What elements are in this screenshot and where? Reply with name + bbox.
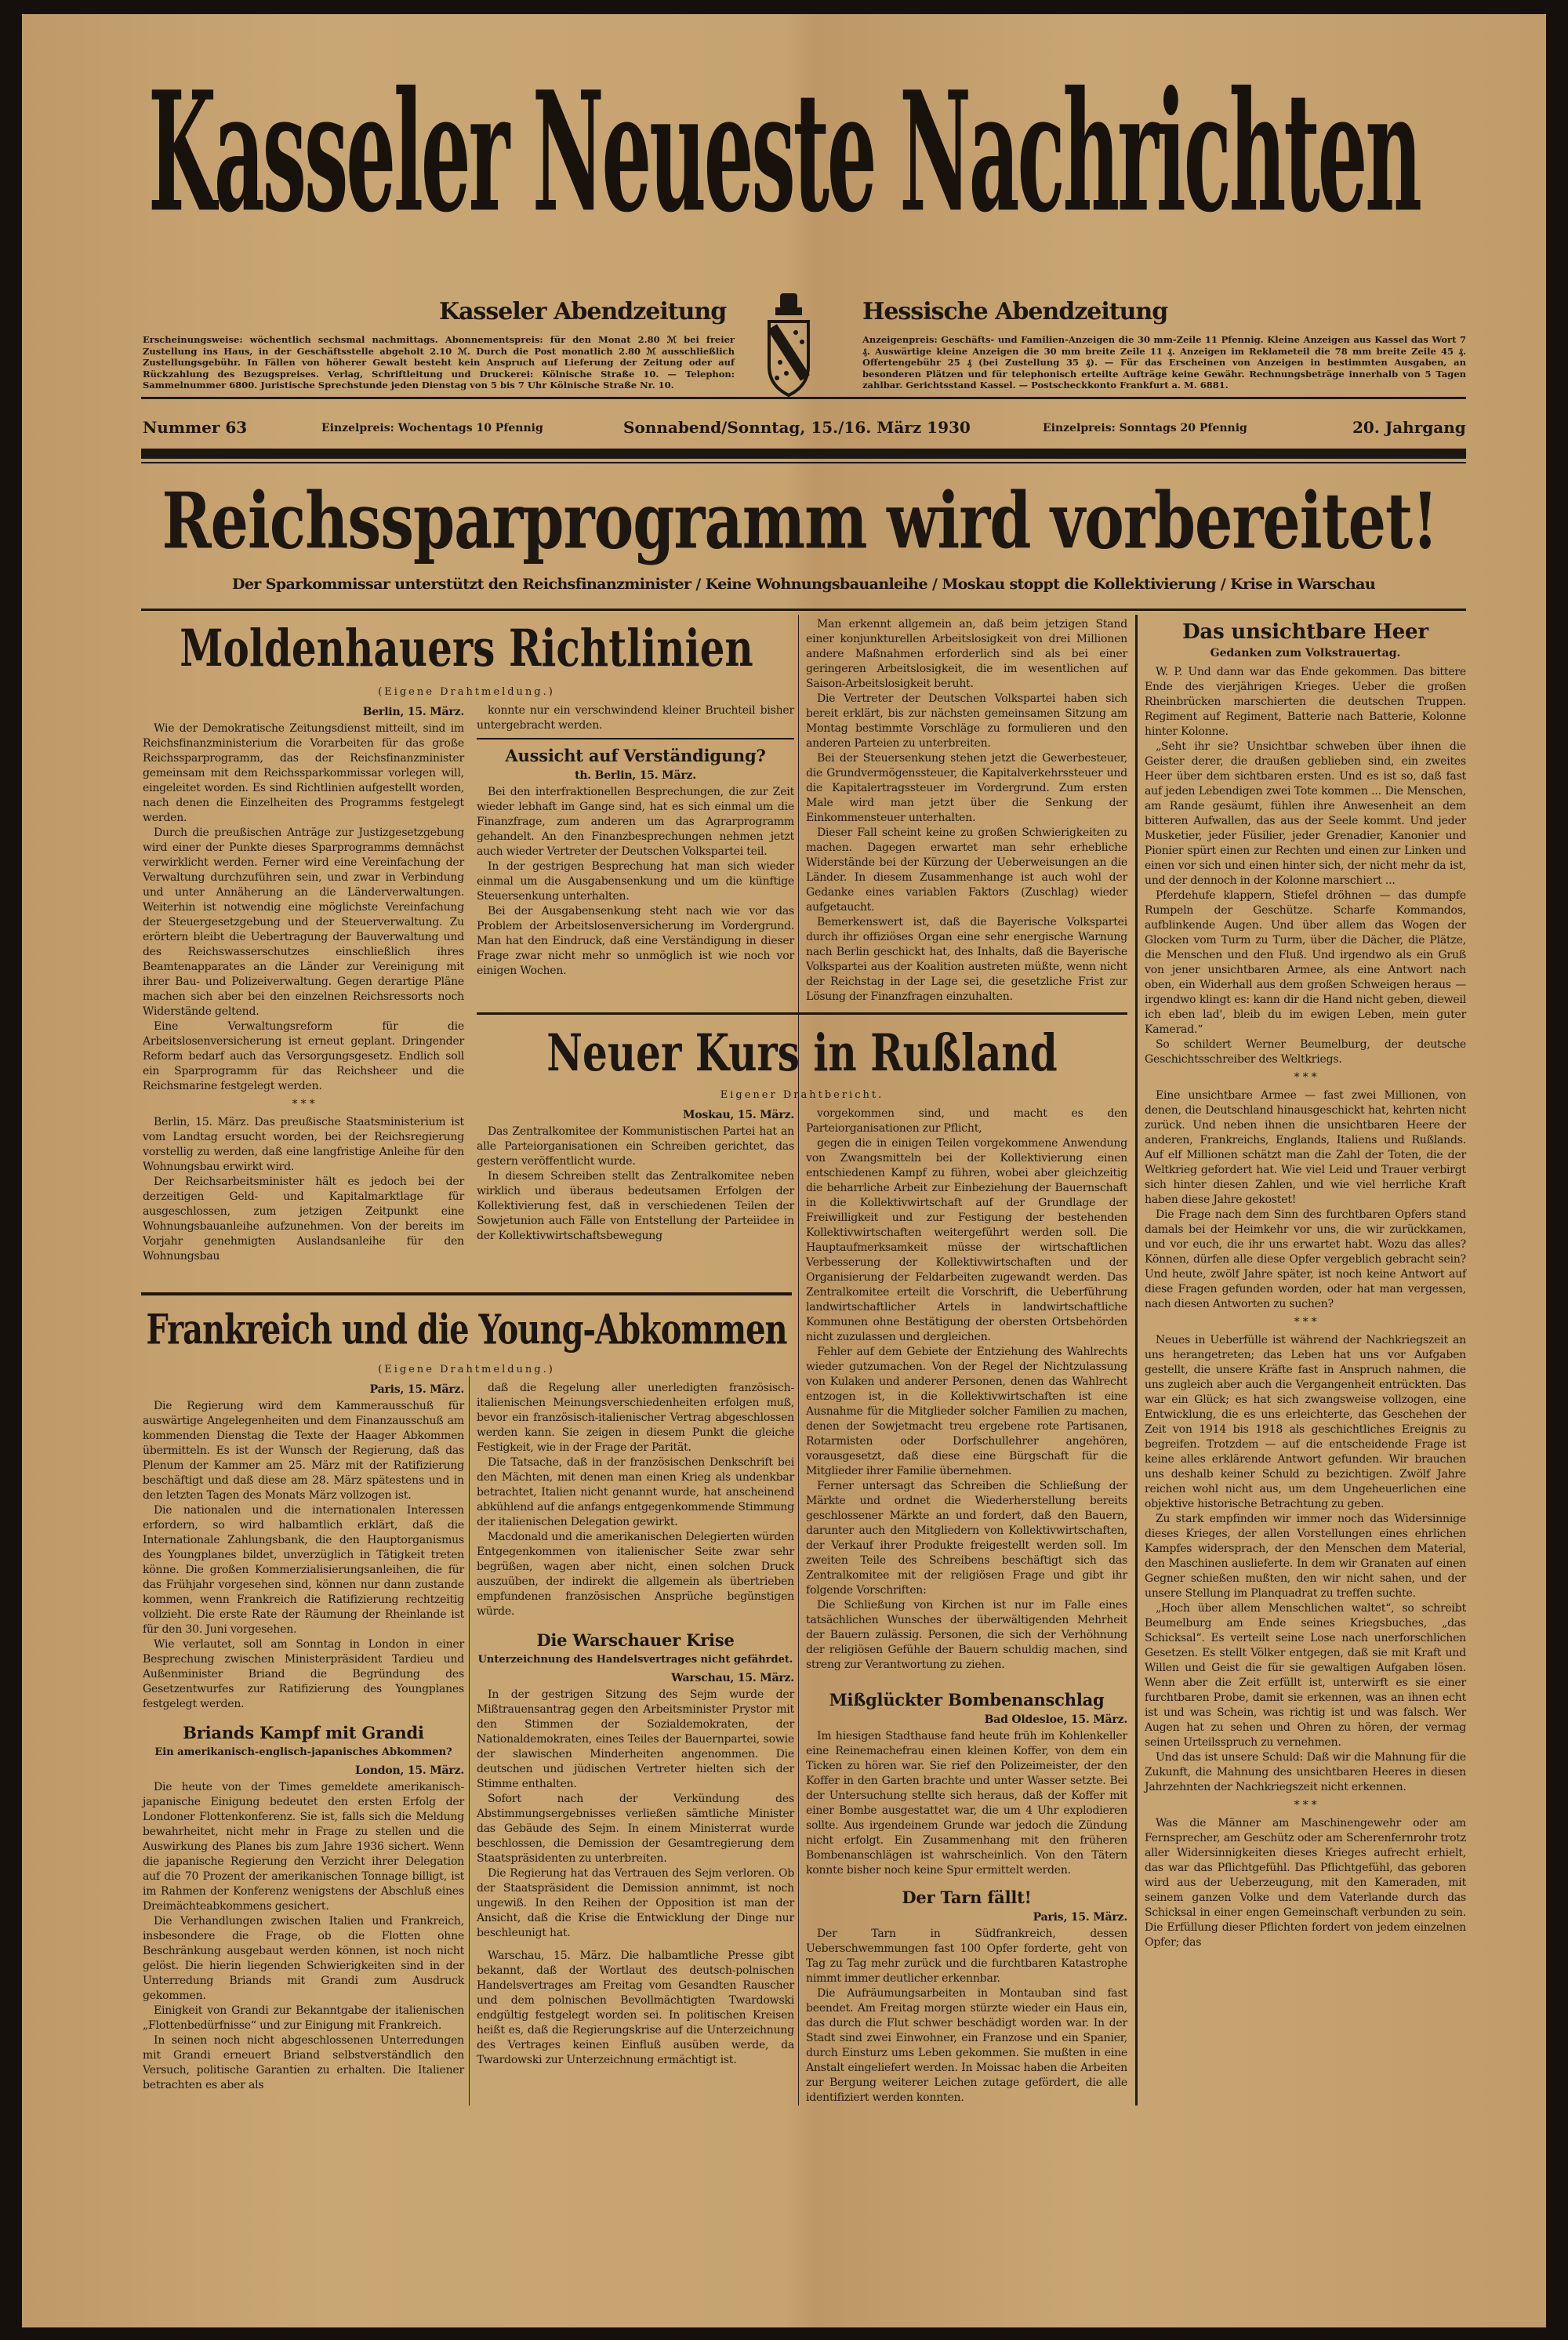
subscription-info: Erscheinungsweise: wöchentlich sechsmal nachmittags. Abonnementspreis: für den Monat 2.80 ℳ bei freier Zustellung ins Haus, in der Geschäftsstelle abgeholt 2.10 ℳ. Durch die Post monatlich 2.80 ℳ ausschließlich Zustellungsgebühr. In Fällen von höherer Gewalt besteht kein Anspruch auf Lieferung der Zeitung oder auf Rückzahlung des Bezugspreises. Verlag, Schriftleitung und Druckerei: Kölnische Straße 10. — Telephon: Sammelnummer 6800. Juristische Sprechstunde jeden Dienstag von 5 bis 7 Uhr Kölnische Straße Nr. 10.	[143, 334, 735, 391]
article-body	[143, 721, 464, 1094]
dateline: Paris, 15. März.	[369, 1383, 464, 1396]
paragraph: Zu stark empfinden wir immer noch das Widersinnige dieses Krieges, der allen Vorstellungen eines ehrlichen Kampfes widersprach, der den Menschen dem Material, den Maschinen auslieferte. In dem wir Granaten auf einen Gegner schießen mußten, den wir nicht sahen, und der unsere Stellung im Planquadrat zu treffen suchte.	[1145, 1513, 1466, 1600]
article-body	[1145, 1088, 1466, 1312]
column-moldenhauer-1	[143, 703, 464, 1264]
paragraph: Macdonald und die amerikanischen Delegierten würden Entgegenkommen von italienischer Seite zwar sehr begrüßen, wagen aber nicht, einen solchen Druck auszuüben, der indirekt die allgemein als übertrieben empfundenen französischen Ansprüche begünstigen würde.	[477, 1531, 794, 1618]
paragraph: Die Schließung von Kirchen ist nur im Falle eines tatsächlichen Wunsches der überwältigenden Mehrheit der Bauern zulässig. Personen, die sich der Verhöhnung der religiösen Gefühle der Bauern schuldig machen, sind streng zur Verantwortung zu ziehen.	[806, 1599, 1127, 1671]
article-body	[477, 1381, 794, 1619]
article-headline-verstaendigung: Aussicht auf Verständigung?	[505, 746, 766, 765]
paragraph: Ferner untersagt das Schreiben die Schließung der Märkte und ordnet die Wiederherstellung bereits geschlossener Märkte an und fordert, daß den Bauern, darunter auch den Mitgliedern von Kollektivwirtschaften, der Verkauf ihrer Produkte freigestellt werden soll. Im zweiten Teile des Schreibens beschäftigt sich das Zentralkomitee mit der religiösen Frage und gibt ihr folgende Vorschriften:	[806, 1480, 1127, 1597]
article-body	[806, 1106, 1127, 1673]
dateline: London, 15. März.	[354, 1764, 464, 1777]
paragraph: daß die Regelung aller unerledigten französisch-italienischen Meinungsverschiedenheiten erfolgen muß, bevor ein französisch-italienischer Vertrag abgeschlossen werden kann. Sie zeigen in diesem Punkt die gleiche Festigkeit, wie in der Frage der Parität.	[477, 1382, 794, 1454]
article-headline-warschau: Die Warschauer Krise	[536, 1630, 735, 1650]
article-headline-tarn: Der Tarn fällt!	[902, 1888, 1032, 1907]
rule	[141, 1292, 792, 1295]
masthead-left-subtitle: Kasseler Abendzeitung	[439, 298, 727, 325]
issue-number: Nummer 63	[143, 418, 248, 437]
article-body	[477, 1688, 794, 1941]
article-body	[143, 1115, 464, 1264]
paragraph: Die nationalen und die internationalen Interessen erfordern, so wird halbamtlich erklärt, daß die Internationale Zahlungsbank, die den Hauptorganismus des Youngplanes bildet, unverzüglich in Tätigkeit treten könne. Die großen Kommerzialisierungsanleihen, die für das Frühjahr vorgesehen sind, können nur dann zustande kommen, wenn Frankreich die Ratifizierung rechtzeitig vollzieht. Die erste Rate der Räumung der Rheinlande ist für den 30. Juni vorgesehen.	[143, 1504, 464, 1636]
dateline: Paris, 15. März.	[1033, 1911, 1127, 1924]
article-kicker: Gedanken zum Volkstrauertag.	[1210, 647, 1401, 659]
article-body	[806, 1927, 1127, 2106]
masthead-title-text: Kasseler Neueste Nachrichten	[148, 55, 1420, 249]
separator: * * *	[1294, 1799, 1317, 1811]
article-headline-frankreich	[141, 1305, 792, 1358]
rule	[477, 1012, 1127, 1015]
paragraph: Und das ist unsere Schuld: Daß wir die Mahnung für die Zukunft, die Mahnung des unsichtbaren Heeres in diesen Jahrzehnten der Nachkriegszeit nicht erkennen.	[1145, 1751, 1466, 1793]
column-frankreich-2	[477, 1381, 794, 2068]
article-kicker: Unterzeichnung des Handelsvertrages nicht gefährdet.	[477, 1654, 793, 1666]
rule	[141, 609, 1466, 611]
paragraph: Die Regierung wird dem Kammerausschuß für auswärtige Angelegenheiten und dem Finanzausschuß am kommenden Dienstag die Texte der Haager Abkommen übermitteln. Es ist der Wunsch der Regierung, daß das Plenum der Kammer am 25. März mit der Ratifizierung beschäftigt und daß diese am 28. März spätestens und in den letzten Tagen des Monats März vollzogen ist.	[143, 1400, 464, 1502]
paragraph: So schildert Werner Beumelburg, der deutsche Geschichtsschreiber des Weltkriegs.	[1145, 1038, 1466, 1066]
paragraph: In der gestrigen Besprechung hat man sich wieder einmal um die Ausgabensenkung und um die künftige Steuersenkung unterhalten.	[477, 860, 794, 903]
paragraph: Warschau, 15. März. Die halbamtliche Presse gibt bekannt, daß der Wortlaut des deutsch-polnischen Handelsvertrages am Freitag vom Gesandten Rauscher und dem polnischen Bevollmächtigten Twardowski endgültig festgelegt worden sei. In politischen Kreisen heißt es, daß die Regierungskrise auf die Unterzeichnung des Vertrages keinen Einfluß ausüben werde, da Twardowski zur Unterzeichnung ermächtigt ist.	[477, 1949, 794, 2066]
paragraph: Der Reichsarbeitsminister hält es jedoch bei der derzeitigen Geld- und Kapitalmarktlage für ausgeschlossen, zum jetzigen Zeitpunkt eine Wohnungsbauanleihe aufzunehmen. Von der bereits im Vorjahr genehmigten Auslandsanleihe für den Wohnungsbau	[143, 1175, 464, 1263]
issue-date: Sonnabend/Sonntag, 15./16. März 1930	[623, 418, 971, 437]
column-rule	[798, 615, 799, 2106]
price-sunday: Einzelpreis: Sonntags 20 Pfennig	[1043, 422, 1247, 434]
paragraph: In diesem Schreiben stellt das Zentralkomitee neben wirklich und überaus bedeutsamen Erfolgen der Kollektivierung fest, daß in verschiedenen Teilen der Sowjetunion auch Fälle von Entstellung der Parteiidee in der Kollektivwirtschaftsbewegung	[477, 1170, 794, 1242]
separator: * * *	[1294, 1316, 1317, 1328]
article-body	[1145, 1333, 1466, 1795]
paragraph: Berlin, 15. März. Das preußische Staatsministerium ist vom Landtag ersucht worden, bei der Reichsregierung vorstellig zu werden, daß eine langfristige Anleihe für den Wohnungsbau erwirkt wird.	[143, 1116, 464, 1173]
paragraph: Die Tatsache, daß in der französischen Denkschrift bei den Mächten, mit denen man einen Krieg als undenkbar betrachtet, Italien nicht genannt wurde, hat anscheinend abkühlend auf die anfangs entgegenkommende Stimmung der italienischen Delegation gewirkt.	[477, 1456, 794, 1528]
paragraph: Sofort nach der Verkündung des Abstimmungsergebnisses verließen sämtliche Minister das Gebäude des Sejm. In einem Ministerrat wurde beschlossen, die Demission der Gesamtregierung dem Staatspräsidenten zu unterbreiten.	[477, 1793, 794, 1865]
paragraph: Die Verhandlungen zwischen Italien und Frankreich, insbesondere die Frage, ob die Flotten ohne Beschränkung ausgebaut werden können, ist noch nicht gelöst. Die hierin liegenden Schwierigkeiten sind in der Unterredung Briands mit Grandi zum Ausdruck gekommen.	[143, 1915, 464, 2002]
article-body	[806, 1729, 1127, 1878]
article-kicker: (Eigene Drahtmeldung.)	[378, 1364, 555, 1375]
article-headline-text: Frankreich und die Young-Abkommen	[146, 1306, 787, 1354]
paragraph: Pferdehufe klappern, Stiefel dröhnen — das dumpfe Rumpeln der Geschütze. Scharfe Kommandos, aufblinkende Augen. Und über allem das Wogen der Glocken vom Turm zu Turm, über die Dächer, die Plätze, die Menschen und den Fluß. Und irgendwo als ein Gruß von jener unsichtbaren Armee, als eine Antwort nach oben, ein Widerhall aus dem großen Schweigen heraus — irgendwo klingt es: kann dir die Hand nicht geben, dieweil ich eben lad', bleib du im ewigen Leben, mein guter Kamerad.“	[1145, 889, 1466, 1036]
article-body	[1145, 1816, 1466, 1950]
masthead-right-subtitle: Hessische Abendzeitung	[862, 298, 1168, 325]
paragraph: Was die Männer am Maschinengewehr oder am Fernsprecher, am Geschütz oder am Scherenfernrohr trotz aller Widersinnigkeiten dieses Krieges aufrecht erhielt, das war das Pflichtgefühl. Das Pflichtgefühl, das geboren wird aus der Ueberzeugung, mit den Kameraden, mit seinem ganzen Volke und dem Vaterlande durch das Schicksal in einer engen Gemeinschaft verbunden zu sein. Die Erfüllung dieser Pflichten fordert von jedem einzelnen Opfer; das	[1145, 1817, 1466, 1949]
rule	[477, 738, 794, 739]
main-headline	[133, 475, 1466, 566]
paragraph: Eine unsichtbare Armee — fast zwei Millionen, von denen, die Deutschland hinausgeschickt hat, kehrten nicht zurück. Und neben ihnen die unsichtbaren Heere der anderen, Frankreichs, Englands, Italiens und Rußlands. Auf elf Millionen schätzt man die Zahl der Toten, die der Weltkrieg gefordert hat. Wie viel Leid und Trauer verbirgt sich hinter diesen Zahlen, und wie viel herrliche Kraft haben diese Jahre gekostet!	[1145, 1089, 1466, 1206]
article-headline-bombe: Mißglückter Bombenanschlag	[829, 1690, 1105, 1710]
column-russland-2	[477, 1106, 794, 1244]
headline-subline: Der Sparkommissar unterstützt den Reichsfinanzminister / Keine Wohnungsbauanleihe / Moskau stoppt die Kollektivierung / Krise in Warschau	[231, 576, 1376, 593]
paragraph: Der Tarn in Südfrankreich, dessen Ueberschwemmungen fast 100 Opfer forderte, geht von Tag zu Tag mehr zurück und die furchtbaren Katastrophe nimmt immer deutlicher erkennbar.	[806, 1928, 1127, 1985]
article-body	[143, 1399, 464, 1712]
column-frankreich-1	[143, 1381, 464, 2093]
paragraph: Die Aufräumungsarbeiten in Montauban sind fast beendet. Am Freitag morgen stürzte wieder ein Haus ein, das durch die Flut schwer beschädigt worden war. In der Stadt sind zwei Einwohner, ein Franzose und ein Spanier, durch Einsturz ums Leben gekommen. Sie mußten in eine Anstalt eingeliefert werden. In Moissac haben die Arbeiten zur Bergung weiterer Leichen zutage gefördert, die alle identifiziert werden konnten.	[806, 1987, 1127, 2104]
article-headline-moldenhauer	[141, 618, 792, 679]
paragraph: In der gestrigen Sitzung des Sejm wurde der Mißtrauensantrag gegen den Arbeitsminister Prystor mit den Stimmen der Sozialdemokraten, der Nationaldemokraten, eines Teiles der Bauernpartei, sowie der slawischen Minderheiten angenommen. Die deutschen und jüdischen Vertreter hielten sich der Stimme enthalten.	[477, 1688, 794, 1790]
article-headline-text: Neuer Kurs in Rußland	[546, 1023, 1058, 1083]
paragraph: In seinen noch nicht abgeschlossenen Unterredungen mit Grandi erneuert Briand selbstverständlich den Versuch, politische Garantien zu erhalten. Die Italiener betrachten es aber als	[143, 2034, 464, 2091]
separator: * * *	[292, 1098, 315, 1110]
paragraph: Die Frage nach dem Sinn des furchtbaren Opfers stand damals bei der Heimkehr vor uns, die wir zurückkamen, und vor euch, die ihr uns erwartet habt. Wozu das alles? Können, dürfen alle diese Opfer vergeblich gebracht sein? Und heute, zwölf Jahre später, ist noch keine Antwort auf diese Fragen gefunden worden, oder hat man vergessen, nach diesen Antworten zu suchen?	[1145, 1208, 1466, 1310]
paragraph: Durch die preußischen Anträge zur Justizgesetzgebung wird einer der Punkte dieses Sparprogramms demnächst verwirklicht werden. Ferner wird eine Vereinfachung der Verwaltung durchzuführen sein, und zwar in Verbindung und unter Annäherung an die Länderverwaltungen. Weiterhin ist notwendig eine möglichste Vereinfachung der Steuergesetzgebung und der Steuerverwaltung. Zu erörtern bleibt die Uebertragung der Bauverwaltung und des Reichswasserschutzes einschließlich ihres Beamtenapparates an die Länder zur Vereinigung mit ihrer Bau- und Polizeiverwaltung. Gegen derartige Pläne machen sich aber bei den einzelnen Reichsressorts noch Widerstände geltend.	[143, 827, 464, 1018]
column-heer-4	[1145, 620, 1466, 1950]
article-headline-heer: Das unsichtbare Heer	[1182, 620, 1428, 644]
article-headline-russland	[477, 1023, 1127, 1084]
paragraph: Wie der Demokratische Zeitungsdienst mitteilt, sind im Reichsfinanzministerium die Vorarbeiten für das große Reichssparprogramm, das der Reichsfinanzminister gemeinsam mit dem Reichssparkommissar vorlegen will, eingeleitet worden. Es sind Richtlinien aufgestellt worden, nach denen die Einzelheiten des Programms festgelegt werden.	[143, 722, 464, 824]
main-headline-text: Reichssparprogramm wird vorbereitet!	[162, 475, 1438, 566]
article-body	[143, 1780, 464, 2093]
dateline: Warschau, 15. März.	[671, 1672, 794, 1684]
paragraph: „Seht ihr sie? Unsichtbar schweben über ihnen die Geister derer, die draußen geblieben sind, ein zweites Heer über dem sichtbaren ersten. Und es ist so, daß fast auf jeden Lebendigen zwei Tote kommen ... Die Menschen, am Rande gesäumt, fühlen ihre Anwesenheit an dem bitteren Aufwallen, das aus der Seele kommt. Und jeder Musketier, jeder Füsilier, jeder Grenadier, Kanonier und Pionier spürt einen zur Rechten und einen zur Linken und einen vor sich und einen hinter sich, der nicht mehr da ist, und der dennoch in der Kolonne marschiert ...	[1145, 740, 1466, 887]
paragraph: Man erkennt allgemein an, daß beim jetzigen Stand einer konjunkturellen Arbeitslosigkeit von drei Millionen andere Maßnahmen erforderlich sind als bei einer geringeren Arbeitslosigkeit, die im wesentlichen auf Saison-Arbeitslosigkeit beruht.	[806, 618, 1127, 690]
paragraph: Bei der Ausgabensenkung steht nach wie vor das Problem der Arbeitslosenversicherung im Vordergrund. Man hat den Eindruck, daß eine Verständigung in dieser Frage zwar nicht mehr so unmöglich ist wie noch vor einigen Wochen.	[477, 905, 794, 977]
paragraph: Wie verlautet, soll am Sonntag in London in einer Besprechung zwischen Ministerpräsident Tardieu und Außenminister Briand die Begründung des Gesetzentwurfes zur Ratifizierung des Youngplanes festgelegt werden.	[143, 1638, 464, 1710]
article-headline-briand: Briands Kampf mit Grandi	[183, 1723, 424, 1742]
paragraph: Dieser Fall scheint keine zu großen Schwierigkeiten zu machen. Dagegen erwartet man sehr erhebliche Widerstände bei der Kürzung der Ueberweisungen an die Länder. In diesem Zusammenhange ist auch wohl der Gedanke eines variablen Faktors (Zuschlag) wieder aufgetaucht.	[806, 827, 1127, 914]
paragraph: Neues in Ueberfülle ist während der Nachkriegszeit an uns herangetreten; das Leben hat uns vor Aufgaben gestellt, die unsere Kräfte fast in Anspruch nahmen, die uns zugleich aber auch die Vergangenheit entrückten. Das war ein Glück; es hat sich zwangsweise vollzogen, eine Entwicklung, die es uns erleichterte, das Geschehen der Zeit von 1914 bis 1918 als geschichtliches Ereignis zu begreifen. Trotzdem — auf die entscheidende Frage ist keine alles erklärende Antwort gefunden. Wir brauchen uns deshalb keiner Schuld zu bezichtigen. Zwölf Jahre reichen wohl nicht aus, um dem Ungeheuerlichen eine objektive historische Betrachtung zu geben.	[1145, 1334, 1466, 1510]
paragraph: Die Regierung hat das Vertrauen des Sejm verloren. Ob der Staatspräsident die Demission annimmt, ist noch ungewiß. In den Reihen der Opposition ist man der Ansicht, daß die Krise die Entwicklung der Dinge nur beschleunigt hat.	[477, 1867, 794, 1939]
article-kicker: Ein amerikanisch-englisch-japanisches Abkommen?	[154, 1746, 452, 1758]
article-headline-text: Moldenhauers Richtlinien	[180, 618, 753, 678]
column-moldenhauer-2	[477, 703, 794, 979]
article-body	[1145, 665, 1466, 1067]
column-rule	[1135, 615, 1138, 2106]
article-body	[806, 617, 1127, 1005]
masthead-title	[78, 55, 1490, 249]
article-kicker: Eigener Drahtbericht.	[720, 1089, 884, 1101]
column-russland-3	[806, 1106, 1127, 1673]
paragraph: Fehler auf dem Gebiete der Entziehung des Wahlrechts wieder gutzumachen. Von der Regel der Nichtzulassung von Kulaken und anderer Personen, denen das Wahlrecht entzogen ist, in die Kollektivwirtschaften ist eine Ausnahme für die Mitglieder solcher Familien zu machen, denen der Sowjetmacht treu ergebene rote Partisanen, Rotarmisten oder Dorfschullehrer angehören, vorausgesetzt, daß diese eine Bürgschaft für die Mitglieder ihrer Familie übernehmen.	[806, 1346, 1127, 1477]
volume: 20. Jahrgang	[1352, 418, 1466, 437]
paragraph: konnte nur ein verschwindend kleiner Bruchteil bisher untergebracht werden.	[477, 704, 794, 732]
dateline: th. Berlin, 15. März.	[575, 769, 696, 782]
coat-of-arms-icon	[764, 292, 813, 398]
paragraph: „Hoch über allem Menschlichen waltet“, so schreibt Beumelburg am Ende seines Kriegsbuches, „das Schicksal“. Es verteilt seine Lose nach unerforschlichen Gesetzen. Es stellt Völker entgegen, daß sie mit Kraft und Willen und Geist die für sie gewaltigen Aufgaben lösen. Wenn aber die Zeit erfüllt ist, unterwirft es sie einer furchtbaren Probe, damit sie erkennen, was an ihnen echt ist und was Schein, was richtig ist und was falsch. Wer Augen hat zu sehen und Ohren zu hören, der vermag seinen Urteilsspruch zu vernehmen.	[1145, 1602, 1466, 1749]
article-body	[477, 785, 794, 979]
article-body	[477, 703, 794, 733]
paragraph: Eine Verwaltungsreform für die Arbeitslosenversicherung ist erneut geplant. Dringender Reform bedarf auch das Versorgungsgesetz. Endlich soll ein Sparprogramm für das Reichsheer und die Reichsmarine festgelegt werden.	[143, 1020, 464, 1092]
paragraph: Bemerkenswert ist, daß die Bayerische Volkspartei durch ihr offiziöses Organ eine sehr energische Warnung nach Berlin geschickt hat, des Inhalts, daß die Bayerische Volkspartei aus der Koalition austreten müßte, wenn nicht der Reichstag in der Lage sei, die gesetzliche Frist zur Lösung der Finanzfragen einzuhalten.	[806, 916, 1127, 1003]
paragraph: vorgekommen sind, und macht es den Parteiorganisationen zur Pflicht,	[806, 1107, 1127, 1135]
price-weekday: Einzelpreis: Wochentags 10 Pfennig	[321, 422, 543, 434]
paragraph: W. P. Und dann war das Ende gekommen. Das bittere Ende des vierjährigen Krieges. Ueber die großen Rheinbrücken marschierten die deutschen Truppen. Regiment auf Regiment, Batterie nach Batterie, Kolonne hinter Kolonne.	[1145, 666, 1466, 738]
paragraph: Das Zentralkomitee der Kommunistischen Partei hat an alle Parteiorganisationen ein Schreiben gerichtet, das gestern veröffentlicht wurde.	[477, 1125, 794, 1168]
paragraph: gegen die in einigen Teilen vorgekommene Anwendung von Zwangsmitteln bei der Kollektivierung einen entschiedenen Kampf zu führen, wobei aber gleichzeitig die beharrliche Arbeit zur Einbeziehung der Bauernschaft in die Kollektivwirtschaft auf der Grundlage der Freiwilligkeit und zur Festigung der bestehenden Kollektivwirtschaften weitergeführt werden soll. Die Hauptaufmerksamkeit müsse der wirtschaftlichen Verbesserung der Kollektivwirtschaften und der Organisierung der Feldarbeiten zugewandt werden. Das Zentralkomitee erteilt die Vorschrift, die Ueberführung landwirtschaftlicher Artels in landwirtschaftliche Kommunen ohne Bestätigung der obersten Ortsbehörden nicht zuzulassen und dergleichen.	[806, 1137, 1127, 1343]
column-bombe-3	[806, 1684, 1127, 2106]
rule	[141, 462, 1466, 463]
paragraph: Die heute von der Times gemeldete amerikanisch-japanische Einigung bedeutet den ersten Erfolg der Londoner Flottenkonferenz. Sie ist, falls sich die Meldung bewahrheitet, nicht mehr in Frage zu stellen und die Auswirkung des Planes bis zum Jahre 1936 sichert. Wenn die japanische Regierung den Verzicht ihrer Delegation auf die 70 Prozent der amerikanischen Tonnage billigt, ist im Rahmen der Konferenz wenigstens der Abschluß eines Dreimächteabkommens gesichert.	[143, 1781, 464, 1913]
article-kicker: (Eigene Drahtmeldung.)	[378, 686, 555, 698]
article-body	[477, 1949, 794, 2068]
rule	[141, 449, 1466, 459]
dateline: Bad Oldesloe, 15. März.	[984, 1713, 1127, 1726]
separator: * * *	[1294, 1071, 1317, 1084]
paragraph: Bei den interfraktionellen Besprechungen, die zur Zeit wieder lebhaft im Gange sind, hat es sich einmal um die Finanzfrage, zum anderen um das Agrarprogramm gehandelt. An den Finanzbesprechungen nehmen jetzt auch wieder Vertreter der Deutschen Volkspartei teil.	[477, 786, 794, 858]
paragraph: Einigkeit von Grandi zur Bekanntgabe der italienischen „Flottenbedürfnisse“ und zur Einigung mit Frankreich.	[143, 2004, 464, 2032]
column-rule	[469, 1376, 470, 2106]
dateline: Moskau, 15. März.	[682, 1109, 794, 1121]
dateline: Berlin, 15. März.	[362, 706, 464, 718]
paragraph: Im hiesigen Stadthause fand heute früh im Kohlenkeller eine Reinemachefrau einen kleinen Koffer, von dem ein Ticken zu hören war. Sie rief den Polizeimeister, der den Koffer in den Garten brachte und unter Wasser setzte. Bei der Untersuchung stellte sich heraus, daß der Koffer mit einer Bombe ausgestattet war, die um 4 Uhr explodieren sollte. Aus irgendeinem Grunde war jedoch die Zündung nicht erfolgt. Ein Zusammenhang mit den früheren Bombenanschlägen ist wahrscheinlich. Von den Tätern konnte bisher noch keine Spur ermittelt werden.	[806, 1730, 1127, 1877]
column-verstaendigung-3	[806, 617, 1127, 1005]
rule	[141, 397, 1466, 399]
paragraph: Bei der Steuersenkung stehen jetzt die Gewerbesteuer, die Grundvermögenssteuer, die Kapitalverkehrssteuer und die Kapitalertragssteuer im Vordergrund. Zum ersten Male wird man jetzt über die Senkung der Einkommensteuer unterhalten.	[806, 752, 1127, 824]
paragraph: Die Vertreter der Deutschen Volkspartei haben sich bereit erklärt, bis zur nächsten gemeinsamen Sitzung am Montag bestimmte Vorschläge zu formulieren und den anderen Parteien zu unterbreiten.	[806, 692, 1127, 750]
advertising-info: Anzeigenpreis: Geschäfts- und Familien-Anzeigen die 30 mm-Zeile 11 Pfennig. Kleine Anzeigen aus Kassel das Wort 7 ₰. Auswärtige kleine Anzeigen die 30 mm breite Zeile 11 ₰. Anzeigen im Reklameteil die 78 mm breite Zeile 45 ₰. Offertengebühr 25 ₰ (bei Zustellung 35 ₰). — Für das Erscheinen von Anzeigen in bestimmten Ausgaben, an besonderen Plätzen und für telephonisch erteilte Aufträge keine Gewähr. Rechnungsbeträge innerhalb von 5 Tagen zahlbar. Gerichtsstand Kassel. — Postscheckkonto Frankfurt a. M. 6881.	[862, 334, 1466, 391]
article-body	[477, 1125, 794, 1244]
